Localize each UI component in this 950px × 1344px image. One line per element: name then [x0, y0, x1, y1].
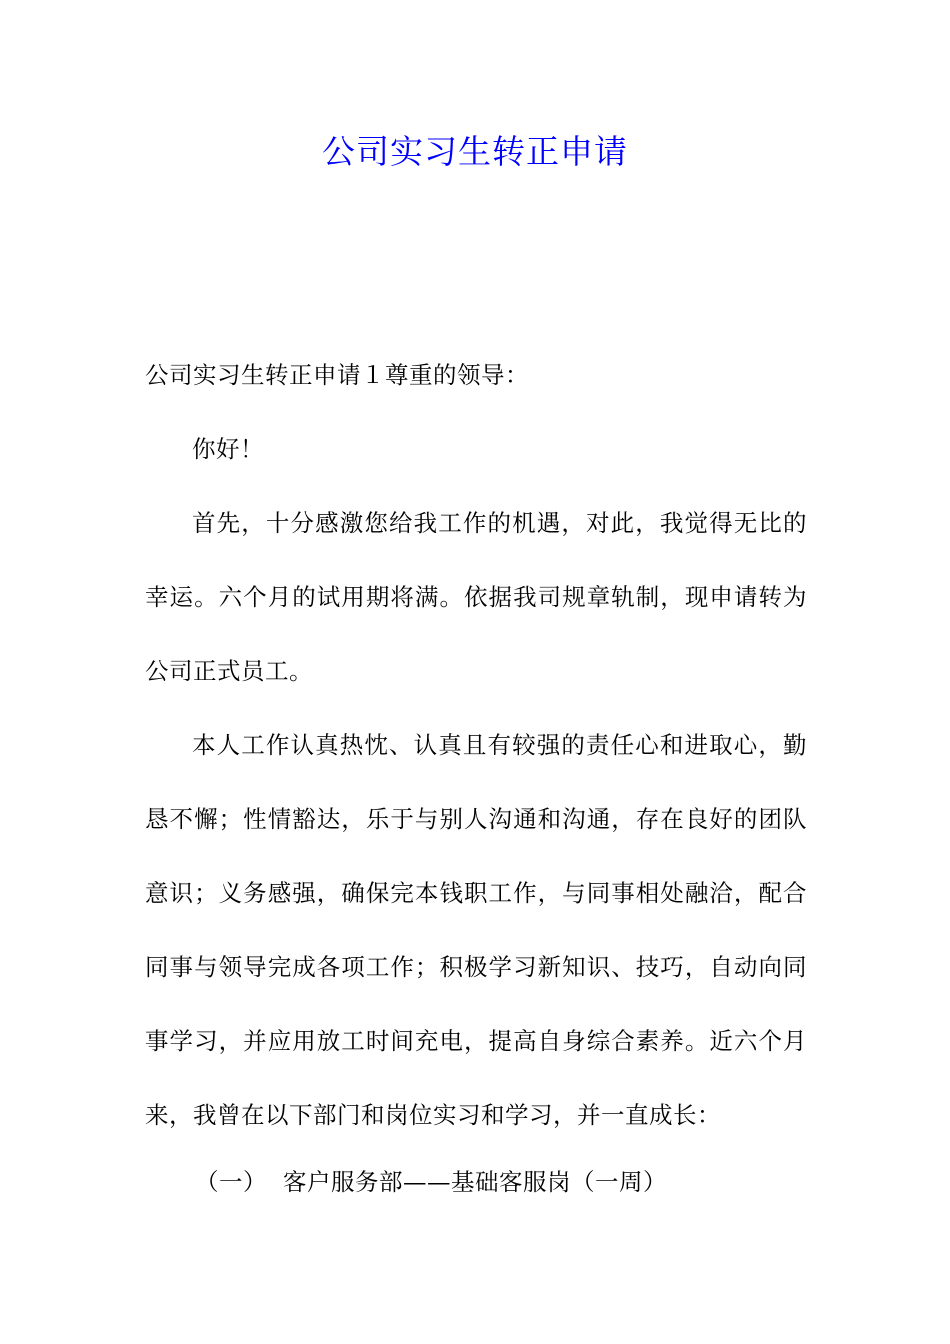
document-body: [145, 338, 807, 1152]
list-item-customer-service: （一） 客户服务部——基础客服岗（一周）: [195, 1168, 667, 1196]
opening-line: 公司实习生转正申请１尊重的领导：: [145, 361, 529, 389]
paragraph-gratitude: 首先，十分感激您给我工作的机遇，对此，我觉得无比的幸运。六个月的试用期将满。依据我司规章轨制，现申请转为公司正式员工。: [145, 509, 807, 685]
paragraph-self-assessment: 本人工作认真热忱、认真且有较强的责任心和进取心，勤恳不懈；性情豁达，乐于与别人沟通和沟通，存在良好的团队意识；义务感强，确保完本钱职工作，与同事相处融洽，配合同事与领导完成各项工作；积极学习新知识、技巧，自动向同事学习，并应用放工时间充电，提高自身综合素养。近六个月来，我曾在以下部门和岗位实习和学习，并一直成长：: [145, 731, 807, 1129]
greeting-line: 你好！: [192, 435, 264, 463]
document-title: 公司实习生转正申请: [322, 132, 628, 171]
